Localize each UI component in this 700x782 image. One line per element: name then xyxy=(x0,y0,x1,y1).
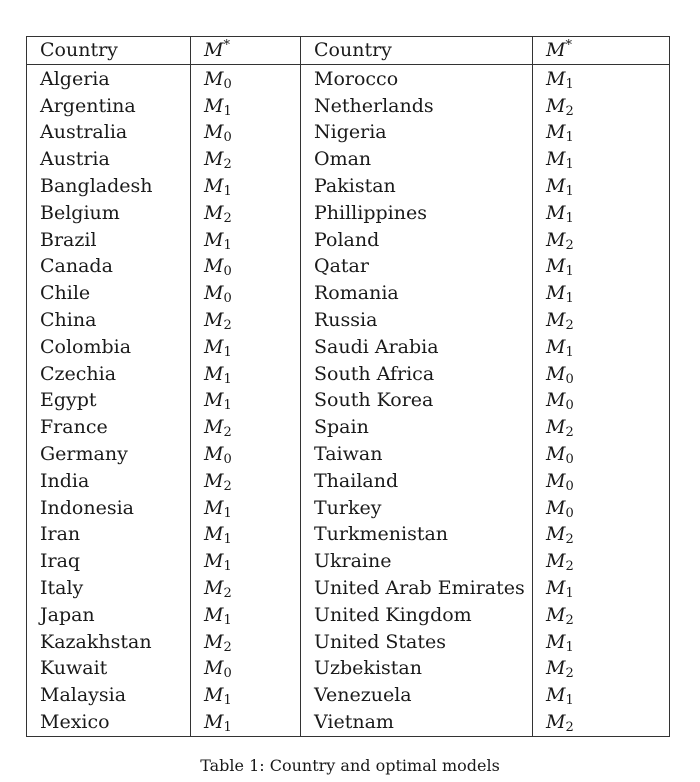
table-row xyxy=(27,64,670,92)
model-cell xyxy=(533,334,670,361)
model-index: 2 xyxy=(223,585,232,601)
model-cell xyxy=(191,387,301,414)
model-cell xyxy=(191,307,301,334)
country-model-table xyxy=(26,36,670,737)
model-cell xyxy=(191,146,301,173)
model-index: 2 xyxy=(565,532,574,548)
model-index: 0 xyxy=(223,451,232,467)
model-cell xyxy=(191,602,301,629)
model-symbol: M xyxy=(546,603,566,626)
table-caption: Table 1: Country and optimal models xyxy=(200,756,500,775)
model-cell xyxy=(533,709,670,736)
model-index: 1 xyxy=(223,237,232,253)
header-model-symbol: M xyxy=(546,39,566,61)
country-name: South Korea xyxy=(301,387,533,414)
model-cell xyxy=(533,468,670,495)
model-symbol: M xyxy=(546,442,566,465)
header-country-right: Country xyxy=(301,37,533,65)
model-symbol: M xyxy=(546,576,566,599)
model-index: 1 xyxy=(565,157,574,173)
country-name: Morocco xyxy=(301,64,533,92)
country-name: United Arab Emirates xyxy=(301,575,533,602)
model-symbol: M xyxy=(204,684,224,707)
model-index: 1 xyxy=(223,398,232,414)
country-name: Czechia xyxy=(40,362,117,385)
model-cell xyxy=(533,575,670,602)
model-cell xyxy=(533,227,670,254)
country-name: South Africa xyxy=(301,361,533,388)
model-symbol: M xyxy=(546,496,566,519)
model-symbol: M xyxy=(204,469,224,492)
country-name: Saudi Arabia xyxy=(301,334,533,361)
model-cell xyxy=(191,521,301,548)
country-name: Kuwait xyxy=(40,657,108,680)
model-symbol: M xyxy=(546,121,566,144)
table-row xyxy=(27,575,670,602)
model-cell xyxy=(191,64,301,92)
model-index: 1 xyxy=(565,585,574,601)
model-index: 1 xyxy=(565,264,574,280)
model-symbol: M xyxy=(204,255,224,278)
model-cell xyxy=(191,119,301,146)
model-symbol: M xyxy=(546,148,566,171)
country-name: United Kingdom xyxy=(301,602,533,629)
model-symbol: M xyxy=(204,174,224,197)
model-cell xyxy=(191,709,301,736)
model-index: 0 xyxy=(565,398,574,414)
model-index: 2 xyxy=(565,666,574,682)
country-name: Colombia xyxy=(40,335,132,358)
model-index: 1 xyxy=(565,210,574,226)
model-cell xyxy=(533,119,670,146)
model-symbol: M xyxy=(204,576,224,599)
country-name: Netherlands xyxy=(301,93,533,120)
model-index: 2 xyxy=(223,317,232,333)
table-row xyxy=(27,709,670,736)
country-name: Turkmenistan xyxy=(301,521,533,548)
model-cell xyxy=(191,414,301,441)
table-row xyxy=(27,521,670,548)
country-name: Ukraine xyxy=(301,548,533,575)
model-index: 2 xyxy=(223,157,232,173)
model-symbol: M xyxy=(546,684,566,707)
model-cell xyxy=(191,334,301,361)
model-symbol: M xyxy=(546,228,566,251)
model-cell xyxy=(191,227,301,254)
country-name: Iraq xyxy=(40,550,81,573)
model-cell xyxy=(533,173,670,200)
country-name: Kazakhstan xyxy=(40,630,152,653)
model-cell xyxy=(533,200,670,227)
model-cell xyxy=(533,361,670,388)
country-name: Poland xyxy=(301,227,533,254)
model-index: 1 xyxy=(223,559,232,575)
model-cell xyxy=(533,146,670,173)
model-cell xyxy=(533,414,670,441)
country-name: Malaysia xyxy=(40,684,127,707)
country-name: Pakistan xyxy=(301,173,533,200)
header-model-right xyxy=(533,37,670,65)
country-name: Indonesia xyxy=(40,496,134,519)
model-cell xyxy=(191,280,301,307)
table-row xyxy=(27,93,670,120)
model-cell xyxy=(191,548,301,575)
country-name: Germany xyxy=(40,442,128,465)
model-index: 1 xyxy=(565,130,574,146)
model-symbol: M xyxy=(204,67,224,90)
country-name: Phillippines xyxy=(301,200,533,227)
model-cell xyxy=(533,441,670,468)
country-name: Nigeria xyxy=(301,119,533,146)
country-name: India xyxy=(40,469,90,492)
model-index: 1 xyxy=(223,183,232,199)
model-index: 0 xyxy=(223,264,232,280)
country-name: Belgium xyxy=(40,201,120,224)
model-cell xyxy=(533,655,670,682)
model-symbol: M xyxy=(204,416,224,439)
model-index: 0 xyxy=(223,666,232,682)
country-name: Argentina xyxy=(40,94,136,117)
table-row xyxy=(27,173,670,200)
model-index: 1 xyxy=(223,693,232,709)
country-name: Australia xyxy=(40,121,128,144)
table-row xyxy=(27,227,670,254)
model-cell xyxy=(533,548,670,575)
model-index: 1 xyxy=(223,505,232,521)
model-symbol: M xyxy=(546,630,566,653)
model-cell xyxy=(533,387,670,414)
model-cell xyxy=(191,441,301,468)
country-name: Uzbekistan xyxy=(301,655,533,682)
country-name: Austria xyxy=(40,148,110,171)
model-cell xyxy=(533,629,670,656)
model-symbol: M xyxy=(204,550,224,573)
model-index: 2 xyxy=(223,210,232,226)
model-index: 1 xyxy=(223,371,232,387)
country-name: Turkey xyxy=(301,495,533,522)
model-symbol: M xyxy=(204,630,224,653)
country-name: Mexico xyxy=(40,710,110,733)
header-country-left: Country xyxy=(27,37,191,65)
model-cell xyxy=(533,495,670,522)
table-row xyxy=(27,441,670,468)
country-name: Japan xyxy=(40,603,95,626)
model-index: 1 xyxy=(565,639,574,655)
model-symbol: M xyxy=(546,710,566,733)
model-index: 2 xyxy=(223,639,232,655)
model-cell xyxy=(533,521,670,548)
model-symbol: M xyxy=(546,174,566,197)
model-index: 2 xyxy=(565,559,574,575)
model-index: 0 xyxy=(223,130,232,146)
model-cell xyxy=(533,93,670,120)
model-index: 0 xyxy=(565,505,574,521)
model-index: 1 xyxy=(223,344,232,360)
table-row xyxy=(27,253,670,280)
model-symbol: M xyxy=(204,389,224,412)
model-symbol: M xyxy=(546,657,566,680)
model-symbol: M xyxy=(546,282,566,305)
table-row xyxy=(27,682,670,709)
table-row xyxy=(27,468,670,495)
model-symbol: M xyxy=(546,94,566,117)
model-symbol: M xyxy=(546,308,566,331)
table-row xyxy=(27,361,670,388)
model-cell xyxy=(533,280,670,307)
model-index: 0 xyxy=(565,451,574,467)
model-index: 0 xyxy=(565,478,574,494)
model-index: 2 xyxy=(565,237,574,253)
header-model-symbol: M xyxy=(204,39,224,61)
country-name: Russia xyxy=(301,307,533,334)
country-name: Chile xyxy=(40,282,91,305)
country-name: Italy xyxy=(40,576,84,599)
model-cell xyxy=(191,468,301,495)
header-model-left xyxy=(191,37,301,65)
model-symbol: M xyxy=(546,362,566,385)
table-row xyxy=(27,629,670,656)
model-index: 2 xyxy=(565,317,574,333)
table-row xyxy=(27,200,670,227)
model-index: 1 xyxy=(565,183,574,199)
model-symbol: M xyxy=(204,442,224,465)
model-symbol: M xyxy=(204,710,224,733)
model-index: 1 xyxy=(223,612,232,628)
table-row xyxy=(27,334,670,361)
model-symbol: M xyxy=(204,308,224,331)
table-row xyxy=(27,119,670,146)
country-name: France xyxy=(40,416,108,439)
model-cell xyxy=(191,361,301,388)
model-cell xyxy=(533,253,670,280)
model-index: 1 xyxy=(223,719,232,735)
model-symbol: M xyxy=(546,550,566,573)
model-index: 0 xyxy=(223,76,232,92)
model-index: 1 xyxy=(565,693,574,709)
model-index: 1 xyxy=(565,291,574,307)
model-symbol: M xyxy=(204,94,224,117)
model-symbol: M xyxy=(546,523,566,546)
model-index: 2 xyxy=(223,478,232,494)
model-index: 2 xyxy=(565,719,574,735)
table-row xyxy=(27,280,670,307)
header-model-star: * xyxy=(223,38,230,53)
country-name: Algeria xyxy=(40,67,110,90)
table-row xyxy=(27,387,670,414)
model-index: 1 xyxy=(223,532,232,548)
model-symbol: M xyxy=(204,523,224,546)
model-symbol: M xyxy=(546,335,566,358)
model-index: 1 xyxy=(565,344,574,360)
model-symbol: M xyxy=(204,335,224,358)
model-cell xyxy=(191,495,301,522)
model-symbol: M xyxy=(204,121,224,144)
country-name: Canada xyxy=(40,255,113,278)
model-index: 1 xyxy=(223,103,232,119)
country-name: Venezuela xyxy=(301,682,533,709)
country-name: Iran xyxy=(40,523,81,546)
model-symbol: M xyxy=(204,603,224,626)
model-index: 2 xyxy=(223,425,232,441)
model-index: 0 xyxy=(565,371,574,387)
model-cell xyxy=(191,655,301,682)
table-row xyxy=(27,146,670,173)
country-name: Spain xyxy=(301,414,533,441)
country-name: Bangladesh xyxy=(40,174,153,197)
model-cell xyxy=(191,682,301,709)
model-symbol: M xyxy=(204,282,224,305)
model-index: 0 xyxy=(223,291,232,307)
model-symbol: M xyxy=(546,67,566,90)
table-row xyxy=(27,548,670,575)
country-name: Oman xyxy=(301,146,533,173)
header-model-star: * xyxy=(565,38,572,53)
country-name: Taiwan xyxy=(301,441,533,468)
model-cell xyxy=(191,575,301,602)
model-cell xyxy=(533,602,670,629)
country-name: Egypt xyxy=(40,389,97,412)
model-symbol: M xyxy=(204,657,224,680)
model-symbol: M xyxy=(546,389,566,412)
model-symbol: M xyxy=(204,496,224,519)
model-cell xyxy=(191,173,301,200)
model-symbol: M xyxy=(204,228,224,251)
table-body xyxy=(27,64,670,736)
country-name: Thailand xyxy=(301,468,533,495)
table-row xyxy=(27,307,670,334)
country-name: Romania xyxy=(301,280,533,307)
country-name: China xyxy=(40,308,97,331)
model-cell xyxy=(191,93,301,120)
model-cell xyxy=(191,629,301,656)
model-symbol: M xyxy=(204,201,224,224)
country-name: United States xyxy=(301,629,533,656)
table-row xyxy=(27,495,670,522)
model-symbol: M xyxy=(546,255,566,278)
model-index: 2 xyxy=(565,425,574,441)
model-index: 2 xyxy=(565,103,574,119)
country-name: Qatar xyxy=(301,253,533,280)
model-symbol: M xyxy=(204,362,224,385)
model-cell xyxy=(191,253,301,280)
model-symbol: M xyxy=(546,201,566,224)
model-cell xyxy=(533,682,670,709)
model-symbol: M xyxy=(546,469,566,492)
model-symbol: M xyxy=(546,416,566,439)
model-index: 2 xyxy=(565,612,574,628)
country-name: Vietnam xyxy=(301,709,533,736)
table-row xyxy=(27,655,670,682)
model-cell xyxy=(191,200,301,227)
model-cell xyxy=(533,307,670,334)
table-row xyxy=(27,602,670,629)
table-header-row xyxy=(27,37,670,65)
model-cell xyxy=(533,64,670,92)
table-row xyxy=(27,414,670,441)
model-index: 1 xyxy=(565,76,574,92)
model-symbol: M xyxy=(204,148,224,171)
country-name: Brazil xyxy=(40,228,97,251)
